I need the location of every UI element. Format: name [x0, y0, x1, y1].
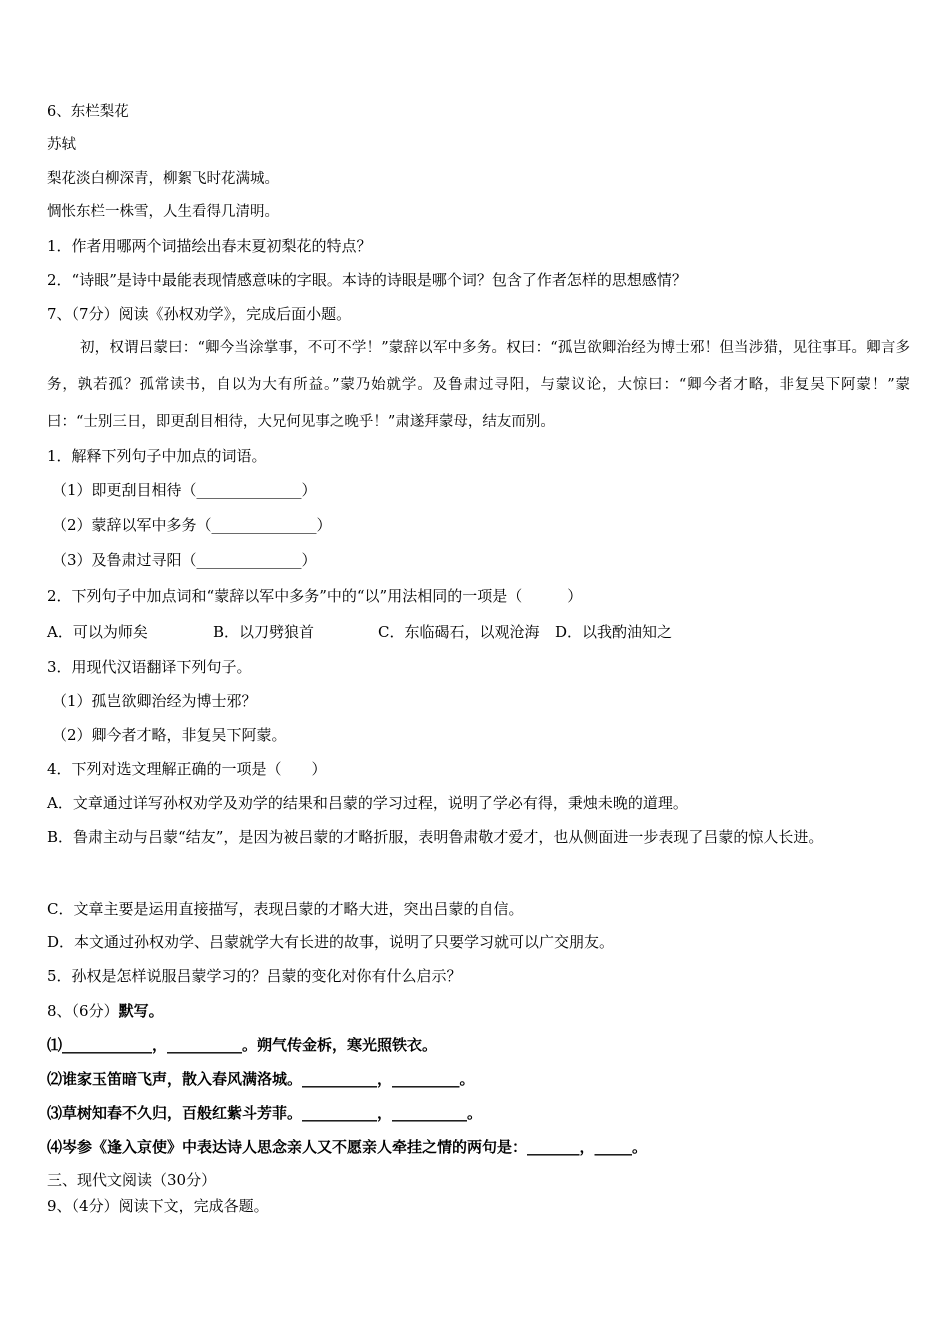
classical-q3-item-1: （1）孤岂欲卿治经为博士邪？ — [52, 692, 257, 710]
classical-q2-options — [47, 622, 910, 642]
option-d: D．以我酌油知之 — [555, 623, 673, 641]
classical-q3-item-2: （2）卿今者才略，非复吴下阿蒙。 — [52, 726, 287, 744]
classical-question-3: 3．用现代汉语翻译下列句子。 — [47, 658, 252, 676]
poem-line-1: 梨花淡白柳深青，柳絮飞时花满城。 — [47, 171, 279, 187]
classical-q1-item-2: （2）蒙辞以军中多务（______________） — [52, 516, 332, 534]
classical-question-5: 5．孙权是怎样说服吕蒙学习的？吕蒙的变化对你有什么启示？ — [47, 967, 462, 985]
dictation-item-3: ⑶草树知春不久归，百般红紫斗芳菲。__________，__________。 — [47, 1104, 483, 1122]
classical-passage: 初，权谓吕蒙曰：“卿今当涂掌事，不可不学！”蒙辞以军中多务。权曰：“孤岂欲卿治经为博士邪！但当涉猎，见往事耳。卿言多务，孰若孤？孤常读书，自以为大有所益。”蒙乃始就学。及鲁肃过寻阳，与蒙议论，大惊曰：“卿今者才略，非复吴下阿蒙！”蒙曰：“士别三日，即更刮目相待，大兄何见事之晚乎！”肃遂拜蒙母，结友而别。 — [47, 340, 910, 430]
poem-line-2: 惆怅东栏一株雪，人生看得几清明。 — [47, 204, 279, 220]
classical-question-1: 1．解释下列句子中加点的词语。 — [47, 447, 267, 465]
poem-author: 苏轼 — [47, 137, 76, 153]
poem-question-2: 2．“诗眼”是诗中最能表现情感意味的字眼。本诗的诗眼是哪个词？包含了作者怎样的思想感情？ — [47, 271, 687, 289]
dictation-item-4: ⑷岑参《逢入京使》中表达诗人思念亲人又不愿亲人牵挂之情的两句是：_______，_____。 — [47, 1138, 648, 1156]
poem-title: 6、东栏梨花 — [47, 104, 129, 120]
q4-option-a: A．文章通过详写孙权劝学及劝学的结果和吕蒙的学习过程，说明了学必有得，秉烛未晚的道理。 — [47, 794, 688, 812]
classical-question-2: 2．下列句子中加点词和“蒙辞以军中多务”中的“以”用法相同的一项是（ ） — [47, 587, 583, 605]
poem-question-1: 1．作者用哪两个词描绘出春末夏初梨花的特点？ — [47, 237, 372, 255]
classical-question-4: 4．下列对选文理解正确的一项是（ ） — [47, 760, 327, 778]
classical-q1-item-3: （3）及鲁肃过寻阳（______________） — [52, 551, 317, 569]
classical-q1-item-1: （1）即更刮目相待（______________） — [52, 481, 317, 499]
dictation-item-2: ⑵谁家玉笛暗飞声，散入春风满洛城。__________，_________。 — [47, 1070, 475, 1088]
q4-option-d: D．本文通过孙权劝学、吕蒙就学大有长进的故事，说明了只要学习就可以广交朋友。 — [47, 933, 615, 951]
option-c: C．东临碣石，以观沧海 — [378, 623, 540, 641]
q4-option-b: B．鲁肃主动与吕蒙“结友”，是因为被吕蒙的才略折服，表明鲁肃敬才爱才，也从侧面进一步表现了吕蒙的惊人长进。 — [47, 828, 824, 846]
dictation-heading — [47, 1001, 910, 1021]
modern-question-9: 9、（4分）阅读下文，完成各题。 — [47, 1197, 269, 1215]
dictation-item-1: ⑴____________，__________。朔气传金柝，寒光照铁衣。 — [47, 1036, 438, 1054]
dictation-heading-bold: 默写。 — [118, 1002, 164, 1020]
option-a: A．可以为师矣 — [47, 623, 148, 641]
classical-heading: 7、（7分）阅读《孙权劝学》，完成后面小题。 — [47, 305, 352, 323]
option-b: B．以刀劈狼首 — [213, 623, 315, 641]
modern-section-title: 三、现代文阅读（30分） — [47, 1171, 217, 1189]
q4-option-c: C．文章主要是运用直接描写，表现吕蒙的才略大进，突出吕蒙的自信。 — [47, 900, 524, 918]
dictation-heading-prefix: 8、（6分） — [47, 1002, 119, 1020]
